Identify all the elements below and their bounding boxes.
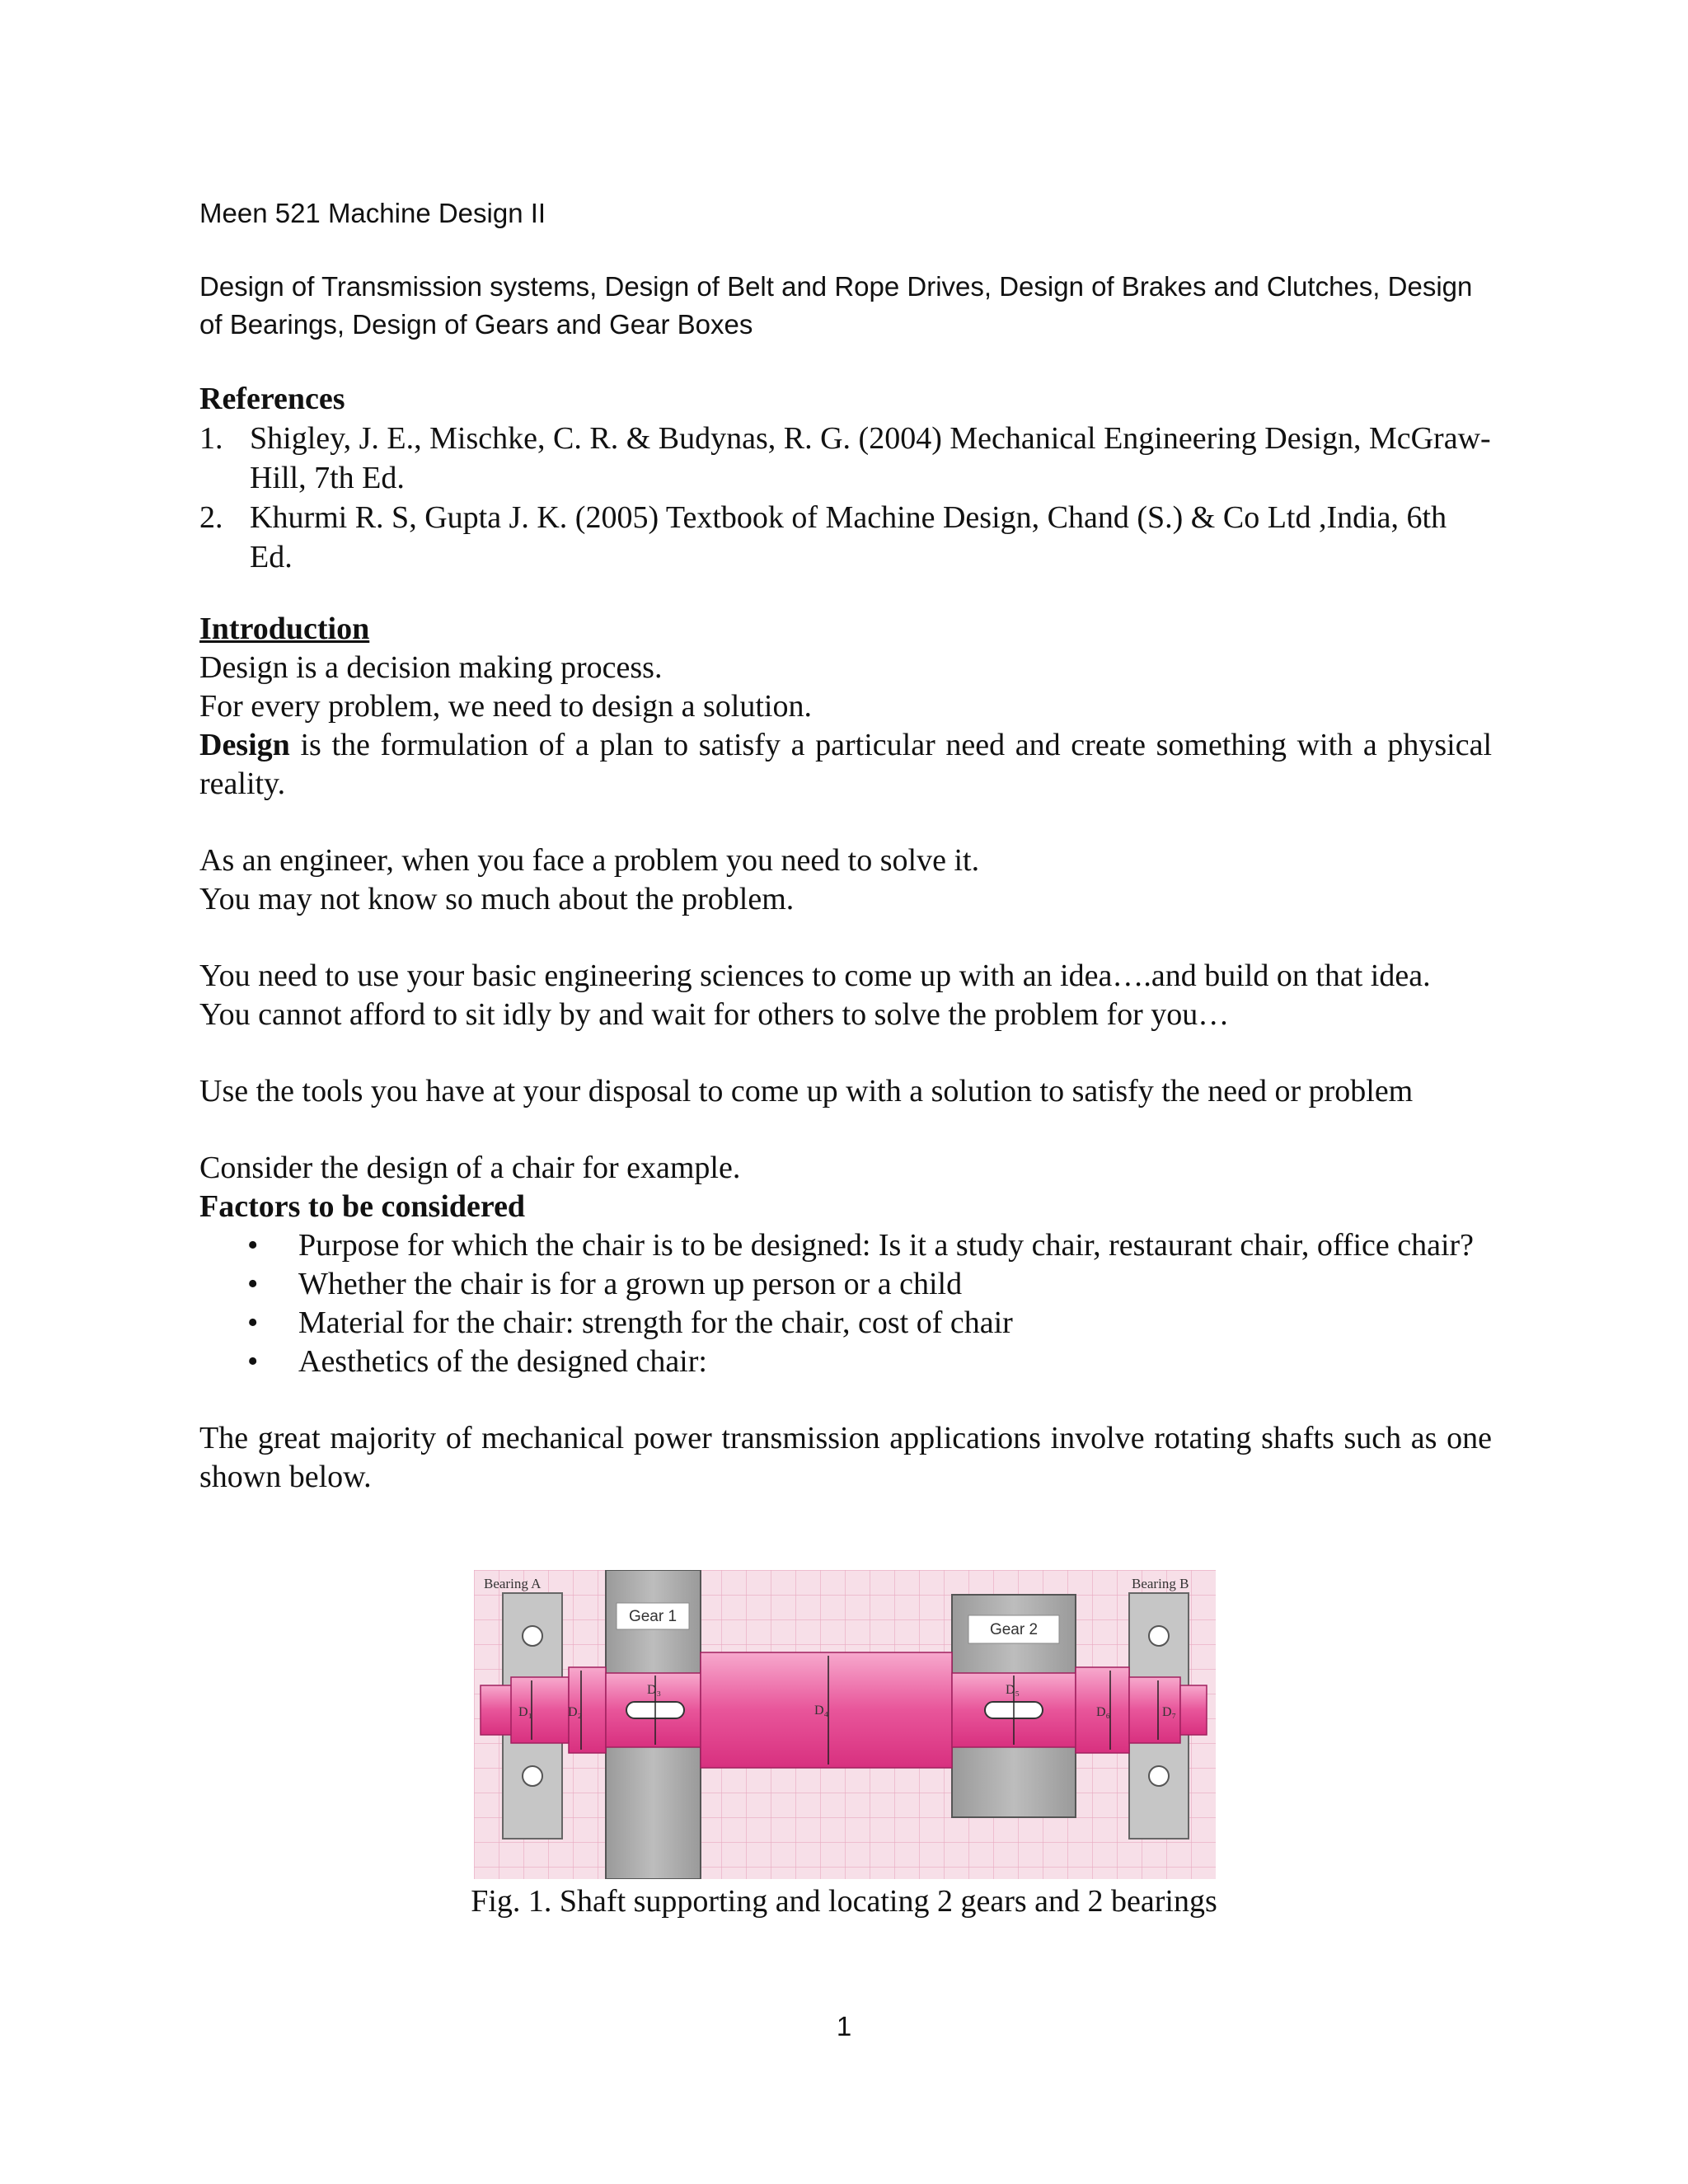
factors-heading: Factors to be considered (199, 1189, 526, 1224)
d3-label: D₃ (647, 1683, 662, 1697)
course-syllabus: Design of Transmission systems, Design of Belt and Rope Drives, Design of Brakes and Clutches, Design of Bearings, Design of Gears and Gear Boxes (199, 271, 1473, 340)
factor-text: Material for the chair: strength for the chair, cost of chair (298, 1305, 1013, 1340)
d1-label: D₁ (518, 1705, 533, 1719)
design-definition-text: is the formulation of a plan to satisfy a particular need and create something with a physical reality. (199, 728, 1492, 801)
d7-label: D₇ (1162, 1705, 1177, 1719)
shaft-end-right (1180, 1685, 1207, 1735)
intro-line: Design is a decision making process. (199, 650, 663, 685)
bearing-a-hole-top (523, 1626, 542, 1646)
bullet-icon: • (247, 1305, 259, 1340)
factor-item (199, 1226, 1492, 1265)
paragraph-line: As an engineer, when you face a problem you need to solve it. (199, 843, 980, 878)
factor-item (199, 1265, 1492, 1304)
course-title: Meen 521 Machine Design II (199, 198, 546, 228)
paragraph-line: Consider the design of a chair for example. (199, 1151, 741, 1185)
figure-caption: Fig. 1. Shaft supporting and locating 2 gears and 2 bearings (471, 1884, 1217, 1919)
factor-text: Whether the chair is for a grown up person or a child (298, 1267, 963, 1301)
d4-label: D₄ (814, 1704, 829, 1718)
introduction-heading: Introduction (199, 612, 370, 646)
bearing-b-hole-bottom (1149, 1766, 1169, 1786)
references-heading: References (199, 382, 345, 416)
references-list (199, 419, 1492, 577)
bullet-icon: • (247, 1344, 259, 1379)
factor-text: Aesthetics of the designed chair: (298, 1344, 707, 1379)
d2-label: D₂ (568, 1705, 583, 1719)
paragraph-line: You may not know so much about the problem. (199, 882, 795, 916)
design-definition (199, 726, 1492, 804)
bearing-b-label: Bearing B (1132, 1576, 1189, 1591)
design-term: Design (199, 728, 290, 762)
paragraph-line: The great majority of mechanical power transmission applications involve rotating shafts such as one shown below. (199, 1421, 1492, 1494)
intro-line: For every problem, we need to design a solution. (199, 689, 812, 724)
reference-number: 1. (199, 421, 223, 456)
bearing-b-hole-top (1149, 1626, 1169, 1646)
reference-number: 2. (199, 500, 223, 535)
paragraph-line: You cannot afford to sit idly by and wait for others to solve the problem for you… (199, 997, 1230, 1032)
gear-2-label: Gear 2 (989, 1621, 1039, 1638)
introduction-section (199, 610, 1492, 1497)
factor-item (199, 1304, 1492, 1343)
shaft-figure (474, 1570, 1216, 1879)
gear-1-label: Gear 1 (628, 1608, 678, 1625)
bullet-icon: • (247, 1228, 259, 1263)
factors-list (199, 1226, 1492, 1381)
d6-label: D₆ (1096, 1705, 1111, 1719)
d5-label: D₅ (1006, 1683, 1020, 1697)
page-number: 1 (836, 2011, 852, 2041)
reference-item (199, 498, 1492, 577)
factor-text: Purpose for which the chair is to be designed: Is it a study chair, restaurant chair, office chair? (298, 1228, 1475, 1263)
paragraph-line: You need to use your basic engineering sciences to come up with an idea….and build on that idea. (199, 958, 1431, 993)
factor-item (199, 1343, 1492, 1381)
reference-item (199, 419, 1492, 498)
shaft-end-left (481, 1685, 513, 1735)
bullet-icon: • (247, 1267, 259, 1301)
bearing-a-hole-bottom (523, 1766, 542, 1786)
reference-text: Khurmi R. S, Gupta J. K. (2005) Textbook of Machine Design, Chand (S.) & Co Ltd ,India, 6th Ed. (250, 500, 1447, 574)
reference-text: Shigley, J. E., Mischke, C. R. & Budynas, R. G. (2004) Mechanical Engineering Design, McGraw-Hill, 7th Ed. (250, 421, 1491, 495)
bearing-a-label: Bearing A (484, 1576, 542, 1591)
paragraph-line: Use the tools you have at your disposal to come up with a solution to satisfy the need or problem (199, 1074, 1414, 1108)
